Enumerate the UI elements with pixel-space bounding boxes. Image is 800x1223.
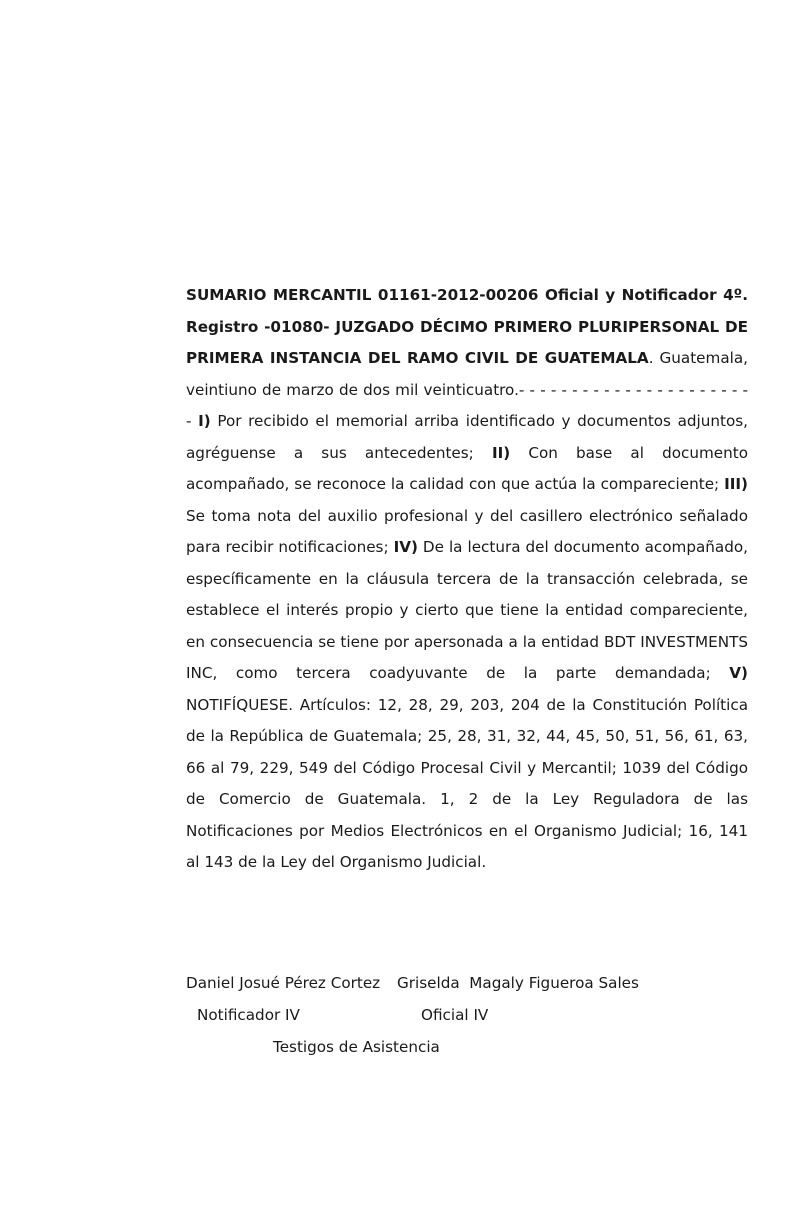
item-label-2: II) [491, 443, 511, 462]
item-label-5: V) [729, 664, 748, 682]
witnesses-caption: Testigos de Asistencia [273, 1038, 440, 1056]
signer-title-notificador: Notificador IV [197, 1006, 300, 1024]
item-text-4: De la lectura del documento acompañado, específicamente en la cláusula tercera de la transacción celebrada, se establece el interés propio y cierto que tiene la entidad compareciente, en consecuencia se tiene por apersonada a la entidad BDT INVESTMENTS INC, como tercera coadyuvante de la parte demandada; [186, 538, 748, 682]
item-label-3: III) [724, 475, 748, 493]
resolution-body [186, 280, 748, 879]
case-header: SUMARIO MERCANTIL 01161-2012-00206 Oficial y Notificador 4º. Registro -01080- JUZGADO DÉCIMO PRIMERO PLURIPERSONAL DE PRIMERA INSTANCIA DEL RAMO CIVIL DE GUATEMALA [186, 286, 748, 367]
signer-name-notificador: Daniel Josué Pérez Cortez [186, 974, 381, 992]
signer-name-oficial: Griselda Magaly Figueroa Sales [397, 974, 639, 992]
item-text-1: Por recibido el memorial arriba identificado y documentos adjuntos, agréguense a sus antecedentes; [186, 412, 749, 462]
signer-title-oficial: Oficial IV [421, 1006, 489, 1024]
item-text-2: Con base al documento acompañado, se reconoce la calidad con que actúa la compareciente; [186, 443, 748, 493]
item-label-4: IV) [393, 538, 418, 556]
item-text-3: Se toma nota del auxilio profesional y del casillero electrónico señalado para recibir notificaciones; [186, 506, 748, 556]
item-text-5: NOTIFÍQUESE. Artículos: 12, 28, 29, 203, 204 de la Constitución Política de la República de Guatemala; 25, 28, 31, 32, 44, 45, 50, 51, 56, 61, 63, 66 al 79, 229, 549 del Código Procesal Civil y Mercantil; 1039 del Código de Comercio de Guatemala. 1, 2 de la Ley Reguladora de las Notificaciones por Medios Electrónicos en el Organismo Judicial; 16, 141 al 143 de la Ley del Organismo Judicial. [186, 695, 748, 871]
date-line: . Guatemala, veintiuno de marzo de dos mil veinticuatro.- - - - - - - - - - - - - - - - - - - - - - - [186, 349, 748, 430]
item-label-1: I) [198, 412, 211, 430]
